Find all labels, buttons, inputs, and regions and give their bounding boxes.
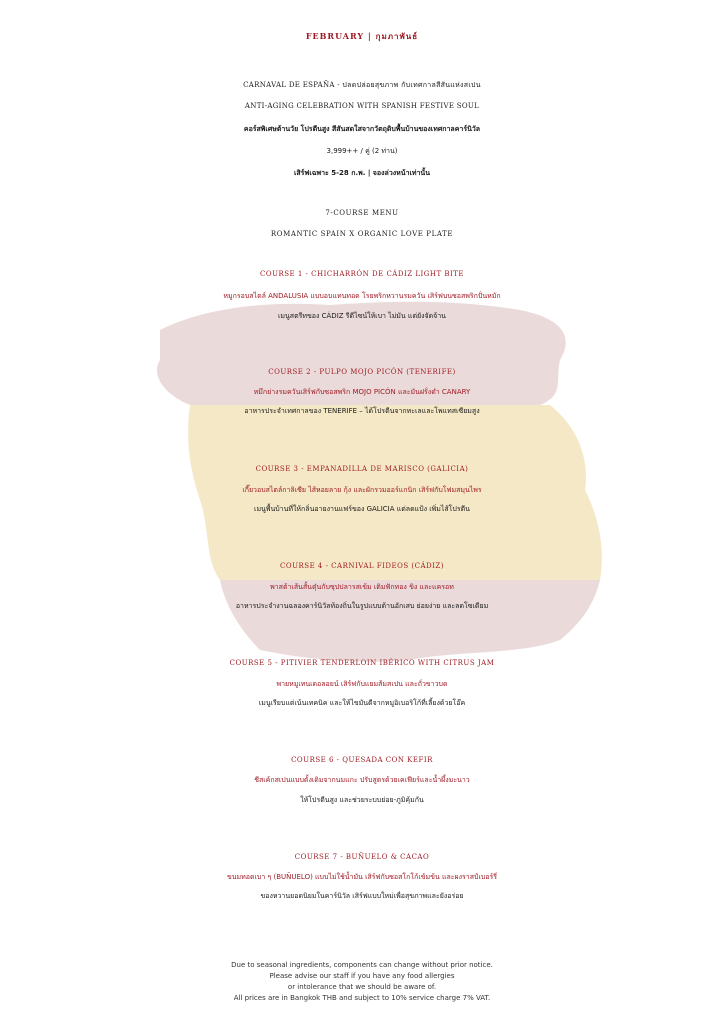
course-5-desc: เมนูเรียบแต่เน้นเทคนิค และให้ไขมันดีจากหมูอิเบอริโก้ที่เลี้ยงด้วยโอ๊ค	[258, 699, 466, 707]
course-6-title: COURSE 6 - QUESADA CON KEFIR	[291, 756, 433, 764]
subtitle-carnaval: CARNAVAL DE ESPAÑA - ปลดปล่อยสุขภาพ กับเทศกาลสีสันแห่งสเปน	[243, 81, 481, 89]
course-2-title: COURSE 2 - PULPO MOJO PICÓN (TENERIFE)	[268, 368, 456, 376]
course-1-thai: หมูกรอบสไตล์ ANDALUSIA แบบอบแทนทอด โรยพริกหวานรมควัน เสิร์ฟบนซอสพริกปั่นหมัก	[223, 292, 501, 300]
course-3-title: COURSE 3 - EMPANADILLA DE MARISCO (GALICIA)	[255, 465, 469, 473]
course-7-thai: ขนมทอดเบา ๆ (BUÑUELO) แบบไม่ใช้น้ำมัน เสิร์ฟกับซอสโกโก้เข้มข้น และผงราสป์เบอร์รี่	[226, 873, 498, 881]
course-2-thai: หมึกย่างรมควันเสิร์ฟกับซอสพริก MOJO PICÓN และมันฝรั่งดำ CANARY	[253, 388, 471, 396]
course-4-desc: อาหารประจำงานฉลองคาร์นิวัลท้องถิ่นในรูปแบบต้านอักเสบ ย่อยง่าย และลดโซเดียม	[235, 602, 489, 610]
price-line: 3,999++ / คู่ (2 ท่าน)	[326, 147, 398, 155]
footer-note-allergy: Please advise our staff if you have any food allergies	[269, 972, 455, 980]
subtitle-anti-aging: ANTI-AGING CELEBRATION WITH SPANISH FESTIVE SOUL	[244, 102, 480, 110]
footer-note-prices: All prices are in Bangkok THB and subject to 10% service charge 7% VAT.	[233, 994, 491, 1002]
menu-name: 7-COURSE MENU	[325, 209, 399, 217]
availability-line: เสิร์ฟเฉพาะ 5-28 ก.พ. | จองล่วงหน้าเท่านั้น	[293, 169, 431, 177]
course-6-desc: ให้โปรตีนสูง และช่วยระบบย่อย-ภูมิคุ้มกัน	[300, 796, 424, 804]
course-5-title: COURSE 5 - PITIVIER TENDERLOIN IBÉRICO WITH CITRUS JAM	[229, 659, 495, 667]
course-4-title: COURSE 4 - CARNIVAL FIDEOS (CÁDIZ)	[280, 562, 444, 570]
course-4-thai: พาสต้าเส้นสั้นตุ๋นกับซุปปลารสเข้ม เติมฟักทอง ขิง และแครอท	[270, 583, 454, 591]
course-1-title: COURSE 1 - CHICHARRÓN DE CÁDIZ LIGHT BITE	[259, 270, 465, 278]
menu-theme: ROMANTIC SPAIN X ORGANIC LOVE PLATE	[270, 230, 454, 238]
course-6-thai: ชีสเค้กสเปนแบบดั้งเดิมจากนมแกะ ปรับสูตรด้วยเคเฟียร์และน้ำผึ้งมะนาว	[254, 776, 470, 784]
course-1-desc: เมนูสตรีทของ CÁDIZ รีดีไซน์ให้เบา ไม่มัน แต่ยังจัดจ้าน	[278, 312, 446, 320]
course-5-thai: พายหมูเทนเดอลอยน์ เสิร์ฟกับแยมส้มสเปน และถั่วขาวบด	[276, 680, 448, 688]
course-2-desc: อาหารประจำเทศกาลของ TENERIFE – ได้โปรตีนจากทะเลและโพแทสเซียมสูง	[244, 407, 480, 415]
footer-note-intolerance: or intolerance that we should be aware of.	[287, 983, 437, 991]
course-3-thai: เกี๊ยวอบสไตล์กาลิเซีย ไส้หอยลาย กุ้ง และผักรวมออร์แกนิก เสิร์ฟกับโฟมสมุนไพร	[242, 486, 482, 494]
subtitle-special-course: คอร์สพิเศษต้านวัย โปรตีนสูง สีสันสดใสจากวัตถุดิบพื้นบ้านของเทศกาลคาร์นิวัล	[243, 125, 481, 133]
course-3-desc: เมนูพื้นบ้านที่ให้กลิ่นอายงานแฟร์ของ GALICIA แต่ลดแป้ง เพิ่มไส้โปรตีน	[254, 505, 470, 513]
course-7-desc: ของหวานยอดนิยมในคาร์นิวัล เสิร์ฟแบบใหม่เพื่อสุขภาพและยังอร่อย	[260, 892, 464, 900]
page-title: FEBRUARY | กุมภาพันธ์	[305, 31, 419, 41]
footer-note-seasonal: Due to seasonal ingredients, components can change without prior notice.	[231, 961, 493, 969]
course-7-title: COURSE 7 - BUÑUELO & CACAO	[294, 853, 430, 861]
